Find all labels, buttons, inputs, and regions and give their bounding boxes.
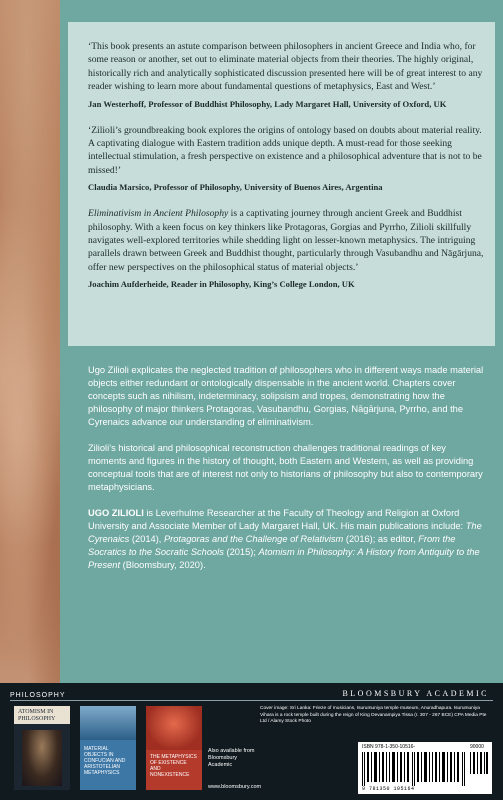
review-quote-text: is a captivating journey through ancient Greek and Buddhist philosophy. With a keen focus on key thinkers like Protagoras, Gorgias and Pyrrho, Zilioli skillfully navigates well-explored territories while shedding light on lesser-known metaphysics. The intriguing parallels drawn between Greek and Buddhist thought, particularly through Vasubandhu and Nāgārjuna, offer new perspectives on the philosophical status of material objects.’: [88, 208, 484, 273]
related-book-title: MATERIAL OBJECTS IN CONFUCIAN AND ARISTOTELIAN METAPHYSICS: [84, 746, 126, 776]
review-quote: [88, 207, 485, 274]
related-book-title: THE METAPHYSICS OF EXISTENCE AND NONEXISTENCE: [150, 754, 197, 778]
price-barcode-bars: [470, 752, 488, 774]
bio-text: (2015);: [223, 547, 259, 557]
bio-work-title: Atomism in Philosophy: A History from Antiquity to the Present: [88, 547, 480, 570]
barcode-bars: [362, 752, 466, 786]
description: [88, 364, 484, 585]
bio-work-title: Protagoras and the Challenge of Relativism: [163, 534, 344, 544]
bio-text: (Bloomsbury, 2020).: [120, 560, 206, 570]
review-attribution: Joachim Aufderheide, Reader in Philosophy, King’s College London, UK: [88, 279, 355, 290]
publisher-logo: BLOOMSBURY ACADEMIC: [342, 689, 489, 698]
cover-portrait: [22, 730, 62, 786]
review-attribution: Claudia Marsico, Professor of Philosophy, University of Buenos Aires, Argentina: [88, 182, 383, 193]
description-paragraph: Ugo Zilioli explicates the neglected tradition of philosophers who in different ways made material objects either redundant or ontologically dispensable in the ancient world. Chapters cover concepts such as nihilism, indeterminacy, solipsism and tropes, demonstrating how the philosophy of major thinkers Protagoras, Vasubandhu, Gorgias, Nāgārjuna, Pyrrho, and the Cyrenaics advance our understanding of eliminativism.: [88, 365, 484, 427]
bio-work-title: The Cyrenaics: [88, 521, 482, 544]
isbn-label: ISBN 978-1-350-10516-: [362, 744, 416, 750]
barcode: [358, 742, 492, 794]
review-attribution: Jan Westerhoff, Professor of Buddhist Philosophy, Lady Margaret Hall, University of Oxford, UK: [88, 98, 447, 109]
barcode-number: 9 781350 105164: [362, 786, 415, 792]
book-title-italic: Eliminativism in Ancient Philosophy: [88, 208, 229, 220]
review-2: [88, 124, 485, 194]
author-name: UGO ZILIOLI: [88, 508, 144, 518]
reviews: [88, 40, 485, 304]
description-paragraph: Zilioli’s historical and philosophical reconstruction challenges traditional readings of key moments and figures in the history of thought, both Eastern and Western, as well as providing conceptual tools that are of interest not only to historians of philosophy but also to contemporary metaphysicians.: [88, 443, 483, 492]
also-available: Also available from Bloomsbury Academic: [208, 748, 255, 768]
cover-art: [80, 706, 136, 740]
bio-work-title: From the Socratics to the Socratic Schools: [88, 534, 456, 557]
author-bio: [88, 507, 484, 572]
bio-text: (2014),: [129, 534, 164, 544]
review-1: [88, 40, 485, 110]
review-3: [88, 207, 485, 290]
divider: [10, 700, 493, 701]
price-code: 90000: [470, 744, 484, 750]
cover-credit: Cover image: Sri Lanka: Frieze of musicians, Isurumuniya temple museum, Anuradhapura. Isurumuniya Vihara is a rock temple built during the reign of King Devanampiya Tissa (r. 307 - 267 BCE) CPA Media Pte Ltd / Alamy Stock Photo: [260, 706, 487, 725]
related-book-cover: [14, 706, 70, 790]
website-link[interactable]: www.bloomsbury.com: [208, 784, 262, 790]
related-book-cover: [80, 706, 136, 790]
review-quote: ‘This book presents an astute comparison between philosophers in ancient Greece and India who, for some reason or another, set out to eliminate material objects from their theories. The highly original, historically rich and analytically sophisticated discussion presented here will be of great interest to any reader wishing to learn more about fundamental questions of metaphysics, East and West.’: [88, 41, 483, 93]
cover-art: [146, 706, 202, 750]
bio-text: (2016); as editor,: [343, 534, 419, 544]
related-book-title: ATOMISM IN PHILOSOPHY: [18, 709, 56, 722]
review-quote: ‘Zilioli’s groundbreaking book explores the origins of ontology based on doubts about material reality. A captivating dialogue with Eastern tradition adds unique depth. A must-read for those seeking intellectual stimulation, a fresh perspective on existence and a philosophical adventure that is not to be missed!’: [88, 124, 482, 176]
related-book-cover: [146, 706, 202, 790]
bio-text: is Leverhulme Researcher at the Faculty of Theology and Religion at Oxford University and Associate Member of Lady Margaret Hall, UK. His main publications include:: [88, 508, 466, 531]
series-label: PHILOSOPHY: [10, 692, 66, 699]
